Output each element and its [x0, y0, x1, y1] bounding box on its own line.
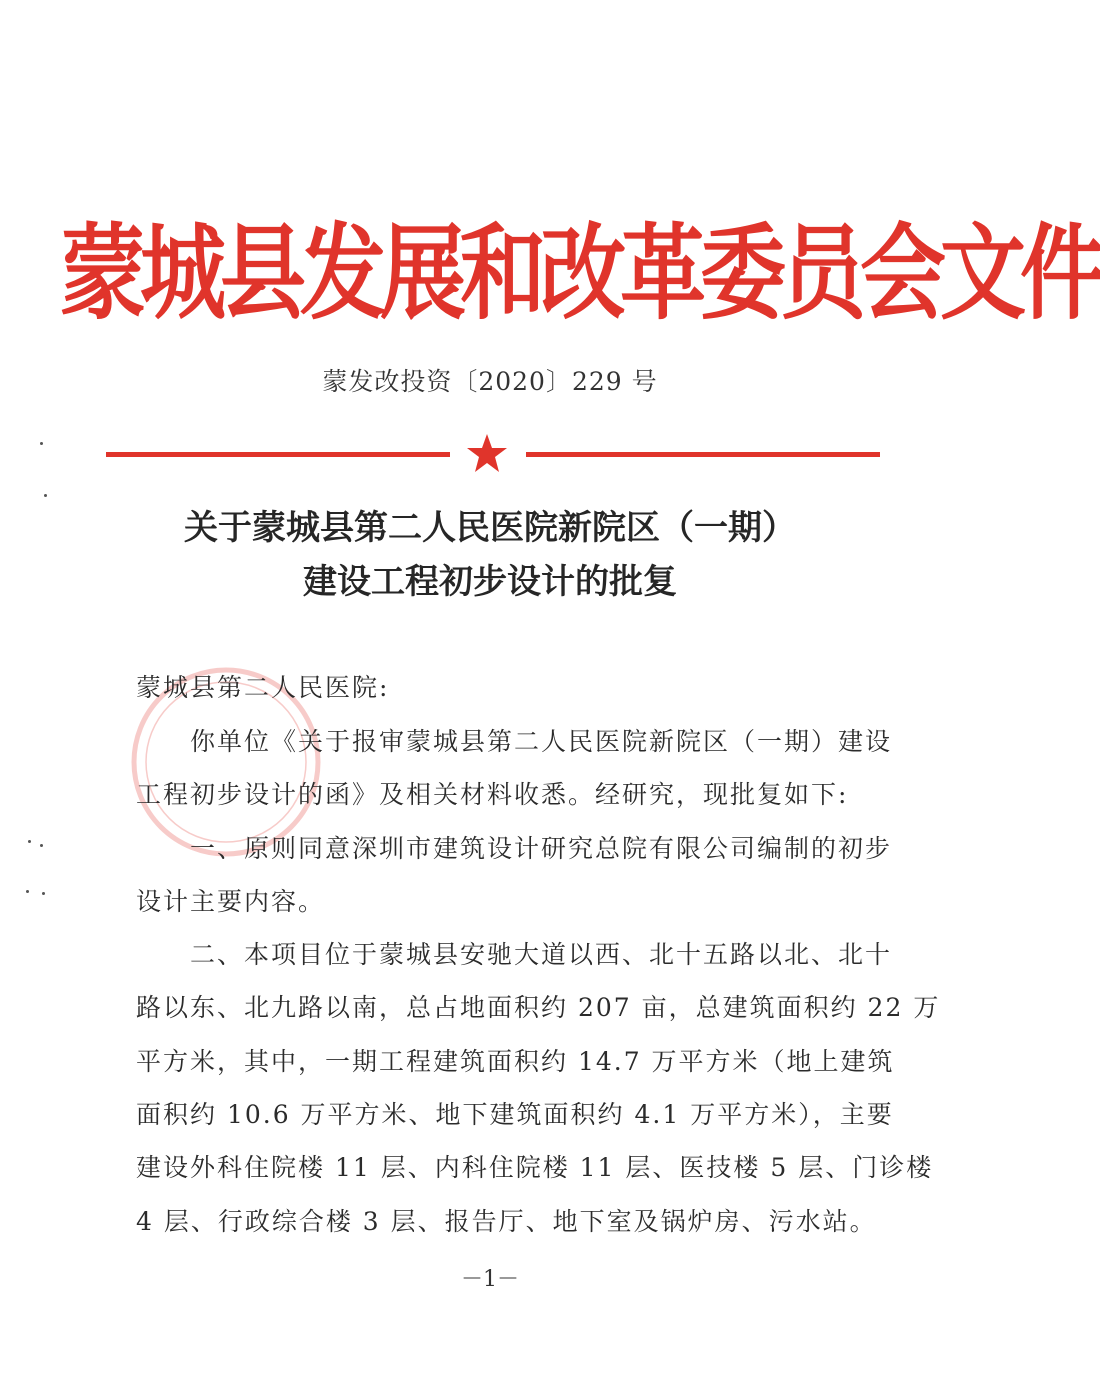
body-line: 建设外科住院楼 11 层、内科住院楼 11 层、医技楼 5 层、门诊楼 — [136, 1153, 934, 1182]
document-title-line-2: 建设工程初步设计的批复 — [303, 562, 677, 602]
scan-speck — [40, 442, 43, 445]
body-line: 平方米，其中，一期工程建筑面积约 14.7 万平方米（地上建筑 — [136, 1047, 895, 1076]
scan-speck — [44, 494, 47, 497]
scan-speck — [42, 892, 45, 895]
scan-speck — [40, 844, 43, 847]
red-star-icon — [466, 432, 508, 474]
scan-speck — [28, 840, 31, 843]
red-rule-left — [106, 452, 450, 457]
body-line: 一、原则同意深圳市建筑设计研究总院有限公司编制的初步 — [136, 834, 893, 863]
scan-speck — [26, 890, 29, 893]
body-line: 你单位《关于报审蒙城县第二人民医院新院区（一期）建设 — [136, 727, 893, 756]
document-number: 蒙发改投资〔2020〕229 号 — [322, 367, 658, 396]
body-line: 设计主要内容。 — [136, 887, 326, 916]
page-number: －1－ — [461, 1267, 519, 1292]
body-line: 工程初步设计的函》及相关材料收悉。经研究，现批复如下: — [136, 780, 849, 809]
body-line: 路以东、北九路以南，总占地面积约 207 亩，总建筑面积约 22 万 — [136, 993, 941, 1022]
red-rule-right — [526, 452, 880, 457]
document-title-line-1: 关于蒙城县第二人民医院新院区（一期） — [184, 508, 796, 548]
body-line: 二、本项目位于蒙城县安驰大道以西、北十五路以北、北十 — [136, 940, 893, 969]
body-line: 面积约 10.6 万平方米、地下建筑面积约 4.1 万平方米），主要 — [136, 1100, 894, 1129]
masthead-title: 蒙城县发展和改革委员会文件 — [60, 214, 1100, 334]
addressee: 蒙城县第二人民医院: — [136, 673, 390, 702]
body-line: 4 层、行政综合楼 3 层、报告厅、地下室及锅炉房、污水站。 — [136, 1207, 877, 1236]
